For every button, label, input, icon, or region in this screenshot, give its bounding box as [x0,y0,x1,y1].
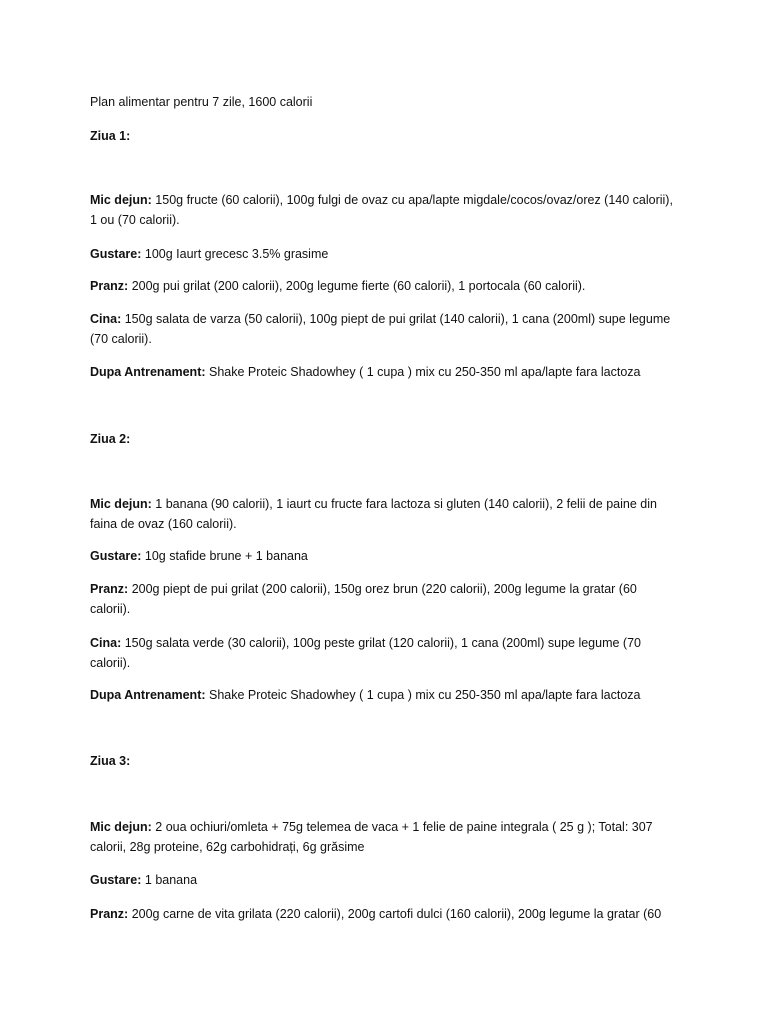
meal-entry [90,309,680,349]
meal-text: Shake Proteic Shadowhey ( 1 cupa ) mix cu 250-350 ml apa/lapte fara lactoza [209,365,641,379]
meal-entry [90,190,680,230]
meal-text: 200g piept de pui grilat (200 calorii), 150g orez brun (220 calorii), 200g legume la gratar (60 calorii). [90,582,637,616]
meal-label: Dupa Antrenament: [90,688,206,702]
meal-text: Shake Proteic Shadowhey ( 1 cupa ) mix cu 250-350 ml apa/lapte fara lactoza [209,688,641,702]
meal-label: Cina: [90,636,122,650]
day-heading: Ziua 2: [90,432,131,446]
meal-label: Pranz: [90,279,129,293]
meal-text: 200g pui grilat (200 calorii), 200g legume fierte (60 calorii), 1 portocala (60 calorii). [131,279,586,293]
meal-text: 150g salata de varza (50 calorii), 100g piept de pui grilat (140 calorii), 1 cana (200ml) supe legume (70 calorii). [90,312,671,346]
meal-text: 150g salata verde (30 calorii), 100g peste grilat (120 calorii), 1 cana (200ml) supe legume (70 calorii). [90,636,641,670]
meal-entry [90,633,680,673]
meal-label: Mic dejun: [90,497,152,511]
meal-entry [90,362,680,382]
meal-text: 150g fructe (60 calorii), 100g fulgi de ovaz cu apa/lapte migdale/cocos/ovaz/orez (140 calorii), 1 ou (70 calorii). [90,193,673,227]
meal-entry [90,904,680,924]
meal-text: 1 banana [144,873,198,887]
document-title: Plan alimentar pentru 7 zile, 1600 calorii [90,95,313,109]
meal-entry [90,685,680,705]
meal-text: 1 banana (90 calorii), 1 iaurt cu fructe fara lactoza si gluten (140 calorii), 2 felii de paine din faina de ovaz (160 calorii). [90,497,657,531]
meal-text: 100g Iaurt grecesc 3.5% grasime [144,247,329,261]
meal-label: Gustare: [90,247,142,261]
meal-label: Mic dejun: [90,193,152,207]
meal-label: Gustare: [90,549,142,563]
meal-text: 10g stafide brune + 1 banana [144,549,308,563]
day-heading: Ziua 1: [90,129,131,143]
day-heading: Ziua 3: [90,754,131,768]
meal-entry [90,244,680,264]
meal-text: 2 oua ochiuri/omleta + 75g telemea de vaca + 1 felie de paine integrala ( 25 g ); Total: 307 calorii, 28g proteine, 62g carbohidrați, 6g grăsime [90,820,653,854]
meal-entry [90,276,680,296]
meal-label: Pranz: [90,582,129,596]
meal-label: Cina: [90,312,122,326]
meal-entry [90,494,680,534]
meal-text: 200g carne de vita grilata (220 calorii), 200g cartofi dulci (160 calorii), 200g legume la gratar (60 [131,907,662,921]
meal-entry [90,546,680,566]
meal-label: Pranz: [90,907,129,921]
meal-entry [90,579,680,619]
meal-label: Dupa Antrenament: [90,365,206,379]
meal-entry [90,817,680,857]
meal-label: Gustare: [90,873,142,887]
meal-entry [90,870,680,890]
meal-label: Mic dejun: [90,820,152,834]
